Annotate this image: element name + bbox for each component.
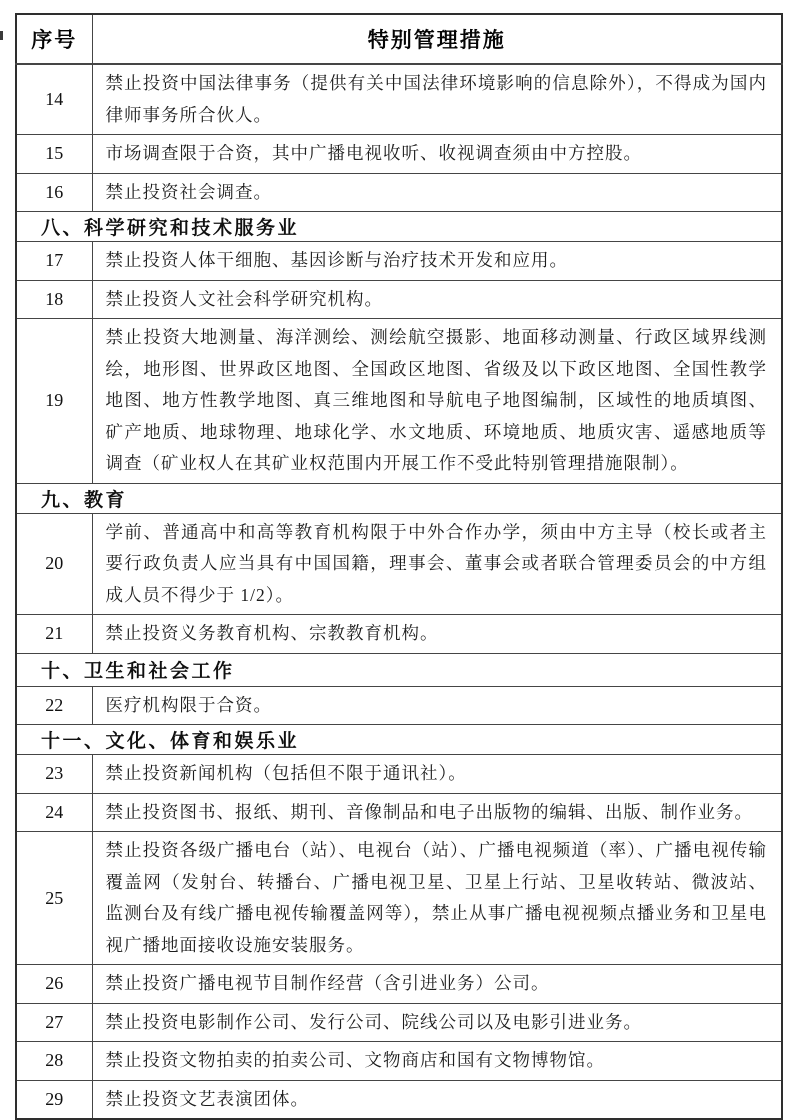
section-header-row <box>16 725 782 755</box>
measure-cell: 禁止投资广播电视节目制作经营（含引进业务）公司。 <box>92 965 782 1004</box>
table-row <box>16 135 782 174</box>
row-number-cell: 26 <box>16 965 92 1004</box>
row-number-cell: 19 <box>16 319 92 484</box>
table-row <box>16 965 782 1004</box>
measure-cell: 禁止投资人体干细胞、基因诊断与治疗技术开发和应用。 <box>92 242 782 281</box>
section-title: 十一、文化、体育和娱乐业 <box>16 725 782 755</box>
row-number-cell: 27 <box>16 1003 92 1042</box>
measure-cell: 禁止投资社会调查。 <box>92 173 782 212</box>
row-number-cell: 16 <box>16 173 92 212</box>
table-row <box>16 280 782 319</box>
measure-cell: 禁止投资文艺表演团体。 <box>92 1080 782 1119</box>
measure-cell: 禁止投资电影制作公司、发行公司、院线公司以及电影引进业务。 <box>92 1003 782 1042</box>
section-title: 十、卫生和社会工作 <box>16 653 782 686</box>
section-title: 九、教育 <box>16 483 782 513</box>
row-number-cell: 21 <box>16 615 92 654</box>
measure-cell: 禁止投资各级广播电台（站）、电视台（站）、广播电视频道（率）、广播电视传输覆盖网（发射台、转播台、广播电视卫星、卫星上行站、卫星收转站、微波站、监测台及有线广播电视传输覆盖网等），禁止从事广播电视视频点播业务和卫星电视广播地面接收设施安装服务。 <box>92 832 782 965</box>
row-number-cell: 18 <box>16 280 92 319</box>
row-number-cell: 29 <box>16 1080 92 1119</box>
measure-cell: 禁止投资图书、报纸、期刊、音像制品和电子出版物的编辑、出版、制作业务。 <box>92 793 782 832</box>
measure-cell: 禁止投资大地测量、海洋测绘、测绘航空摄影、地面移动测量、行政区域界线测绘，地形图、世界政区地图、全国政区地图、省级及以下政区地图、全国性教学地图、地方性教学地图、真三维地图和导航电子地图编制，区域性的地质填图、矿产地质、地球物理、地球化学、水文地质、环境地质、地质灾害、遥感地质等调查（矿业权人在其矿业权范围内开展工作不受此特别管理措施限制）。 <box>92 319 782 484</box>
scan-artifact <box>0 31 3 40</box>
section-header-row <box>16 483 782 513</box>
measure-cell: 禁止投资人文社会科学研究机构。 <box>92 280 782 319</box>
table-row <box>16 615 782 654</box>
row-number-cell: 20 <box>16 513 92 615</box>
special-measures-table <box>15 13 783 1120</box>
row-number-cell: 28 <box>16 1042 92 1081</box>
row-number-cell: 14 <box>16 64 92 135</box>
table-row <box>16 755 782 794</box>
table-row <box>16 173 782 212</box>
table-row <box>16 242 782 281</box>
table-row <box>16 1042 782 1081</box>
measure-cell: 禁止投资中国法律事务（提供有关中国法律环境影响的信息除外），不得成为国内律师事务所合伙人。 <box>92 64 782 135</box>
table-row <box>16 319 782 484</box>
measure-cell: 禁止投资文物拍卖的拍卖公司、文物商店和国有文物博物馆。 <box>92 1042 782 1081</box>
table-row <box>16 832 782 965</box>
section-title: 八、科学研究和技术服务业 <box>16 212 782 242</box>
header-col-measure: 特别管理措施 <box>92 14 782 64</box>
table-row <box>16 64 782 135</box>
row-number-cell: 23 <box>16 755 92 794</box>
measure-cell: 学前、普通高中和高等教育机构限于中外合作办学，须由中方主导（校长或者主要行政负责人应当具有中国国籍，理事会、董事会或者联合管理委员会的中方组成人员不得少于 1/2）。 <box>92 513 782 615</box>
row-number-cell: 22 <box>16 686 92 725</box>
header-col-number: 序号 <box>16 14 92 64</box>
section-header-row <box>16 212 782 242</box>
row-number-cell: 17 <box>16 242 92 281</box>
measure-cell: 禁止投资义务教育机构、宗教教育机构。 <box>92 615 782 654</box>
table-row <box>16 1080 782 1119</box>
measure-cell: 医疗机构限于合资。 <box>92 686 782 725</box>
measure-cell: 禁止投资新闻机构（包括但不限于通讯社）。 <box>92 755 782 794</box>
row-number-cell: 25 <box>16 832 92 965</box>
table-row <box>16 686 782 725</box>
row-number-cell: 15 <box>16 135 92 174</box>
measure-cell: 市场调查限于合资，其中广播电视收听、收视调查须由中方控股。 <box>92 135 782 174</box>
row-number-cell: 24 <box>16 793 92 832</box>
section-header-row <box>16 653 782 686</box>
table-header-row <box>16 14 782 64</box>
table-row <box>16 793 782 832</box>
table-row <box>16 1003 782 1042</box>
table-row <box>16 513 782 615</box>
